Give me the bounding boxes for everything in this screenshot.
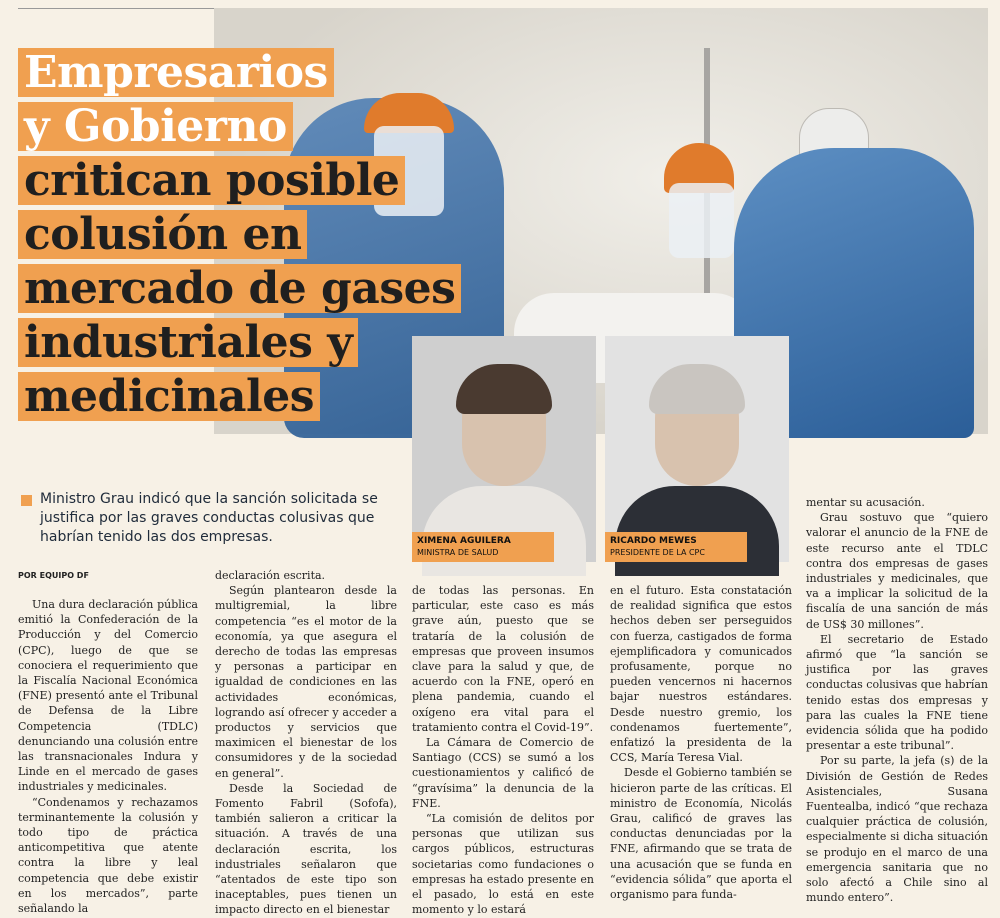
paragraph: La Cámara de Comercio de Santiago (CCS) se sumó a los cuestionamientos y calificó de “gravísima” la denuncia de la FNE. — [412, 736, 594, 810]
paragraph: Según plantearon desde la multigremial, la libre competencia “es el motor de la economía, ya que asegura el derecho de todas las empresas y personas a participar en igualdad de condiciones en las actividades económicas, logrando así ofrecer y acceder a productos y servicios que maximicen el bienestar de los consumidores y de la sociedad en general”. — [215, 584, 397, 780]
headline-line: y Gobierno — [18, 102, 293, 151]
article-column-4 — [610, 583, 792, 902]
paragraph: Una dura declaración pública emitió la Confederación de la Producción y del Comercio (CPC), luego de que se conociera el requerimiento que la Fiscalía Nacional Económica (FNE) presentó ante el Tribunal de Defensa de la Libre Competencia (TDLC) denunciando una colusión entre las transnacionales Indura y Linde en el mercado de gases industriales y medicinales. — [18, 598, 198, 794]
paragraph: en el futuro. Esta constatación de realidad significa que estos hechos deben ser perseguidos con fuerza, castigados de forma ejemplificadora y comunicados profusamente, porque no pueden vencernos ni hacernos bajar nuestros estándares. Desde nuestro gremio, los condenamos fuertemente”, enfatizó la presidenta de la CCS, María Teresa Vial. — [610, 584, 792, 765]
headline-line: critican posible — [18, 156, 405, 205]
bullet-square-icon — [21, 495, 32, 506]
article-column-5 — [806, 495, 988, 905]
article-column-1 — [18, 597, 198, 916]
byline: POR EQUIPO DF — [18, 571, 89, 580]
paragraph: El secretario de Estado afirmó que “la sanción se justifica por las graves conductas colusivas que habrían tenido estas dos empresas y para las cuales la FNE tiene evidencia sólida que ha podido presentar a este tribunal”. — [806, 632, 988, 753]
caption-name: XIMENA AGUILERA — [417, 536, 511, 546]
paragraph: “La comisión de delitos por personas que utilizan sus cargos públicos, estructuras societarias como fundaciones o empresas ha estado presente en el pasado, lo está en este momento y lo estará — [412, 812, 594, 917]
caption-role: MINISTRA DE SALUD — [417, 548, 499, 557]
paragraph: “Condenamos y rechazamos terminantemente la colusión y todo tipo de práctica anticompetitiva que atente contra la libre y leal competencia que debe existir en los mercados”, parte señalando la — [18, 795, 198, 916]
article-column-2 — [215, 568, 397, 918]
paragraph: de todas las personas. En particular, este caso es más grave aún, puesto que se trataría de la colusión de empresas que proveen insumos clave para la salud y que, de acuerdo con la FNE, operó en plena pandemia, cuando el oxígeno era vital para el tratamiento contra el Covid-19”. — [412, 584, 594, 734]
paragraph: mentar su acusación. — [806, 496, 925, 509]
paragraph: declaración escrita. — [215, 569, 326, 582]
headline — [18, 48, 478, 426]
paragraph: Desde la Sociedad de Fomento Fabril (Sofofa), también salieron a criticar la situación. A través de una declaración escrita, los industriales señalaron que “atentados de este tipo son inaceptables, pues tienen un impacto directo en el bienestar — [215, 781, 397, 917]
portrait-ximena-aguilera — [412, 336, 596, 562]
headline-line: Empresarios — [18, 48, 334, 97]
headline-line: mercado de gases — [18, 264, 461, 313]
portrait-caption — [412, 532, 554, 562]
article-column-3 — [412, 583, 594, 917]
portrait-caption — [605, 532, 747, 562]
paragraph: Desde el Gobierno también se hicieron parte de las críticas. El ministro de Economía, Nicolás Grau, calificó de graves las conductas denunciadas por la FNE, afirmando que se trata de una acusación que se funda en “evidencia sólida” que aporta el organismo para funda- — [610, 766, 792, 902]
portrait-ricardo-mewes — [605, 336, 789, 562]
lead-text: Ministro Grau indicó que la sanción solicitada se justifica por las graves conductas colusivas que habrían tenido las dos empresas. — [40, 491, 378, 545]
headline-line: colusión en — [18, 210, 307, 259]
lead-summary — [18, 490, 396, 550]
paragraph: Por su parte, la jefa (s) de la División de Gestión de Redes Asistenciales, Susana Fuentealba, indicó “que rechaza cualquier práctica de colusión, especialmente si dicha situación se produjo en el marco de una emergencia sanitaria que no solo afectó a Chile sino al mundo entero”. — [806, 754, 988, 905]
caption-name: RICARDO MEWES — [610, 536, 697, 546]
headline-line: medicinales — [18, 372, 320, 421]
top-rule — [18, 8, 214, 9]
caption-role: PRESIDENTE DE LA CPC — [610, 548, 705, 557]
paragraph: Grau sostuvo que “quiero valorar el anuncio de la FNE de este recurso ante el TDLC contra dos empresas de gases industriales y medicinales, que va a implicar la solicitud de la fiscalía de una sanción de más de US$ 30 millones”. — [806, 511, 988, 631]
headline-line: industriales y — [18, 318, 358, 367]
